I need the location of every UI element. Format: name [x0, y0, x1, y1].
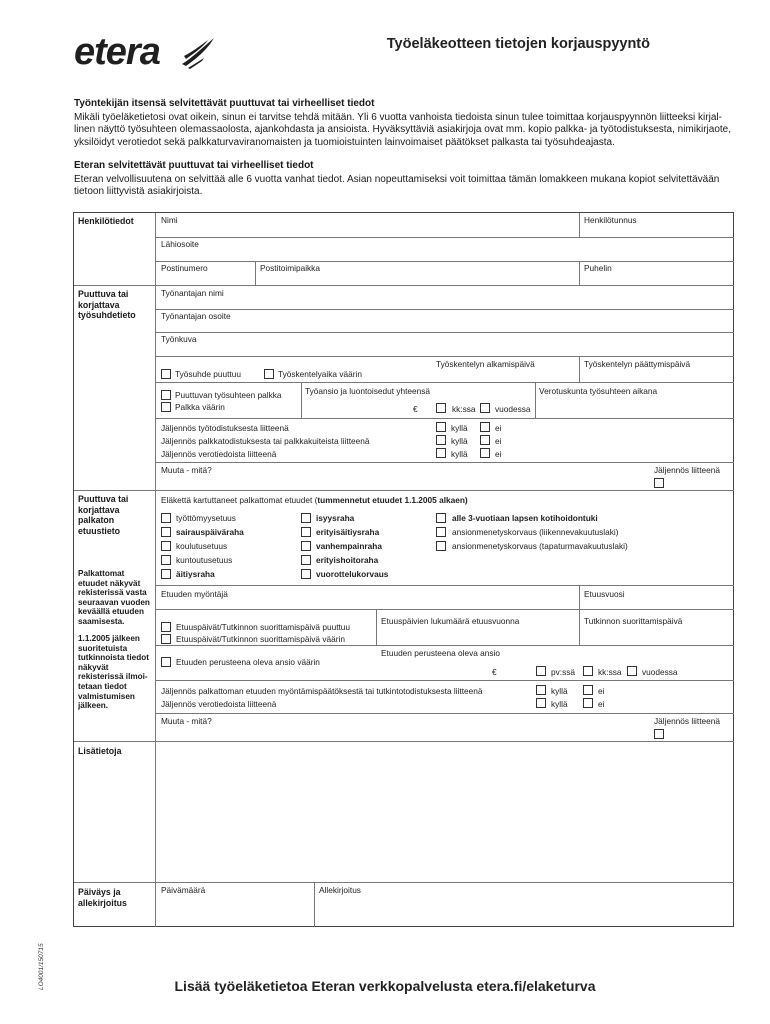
field-end-date[interactable]: Työskentelyn päättymispäivä: [584, 359, 691, 369]
checkbox-benefit-per-year[interactable]: [627, 666, 637, 676]
section-benefits: Puuttuva tai korjattava palkaton etuustieto: [78, 494, 129, 536]
field-job-description[interactable]: Työnkuva: [161, 334, 197, 344]
label-yes: kyllä: [451, 423, 468, 433]
checkbox-missing-salary[interactable]: [161, 390, 171, 400]
checkbox-education[interactable]: [161, 541, 171, 551]
etera-logo: [74, 30, 214, 74]
label-benefit-tax-data: Jäljennös verotiedoista liitteenä: [161, 699, 277, 709]
label-loss-accident: ansionmenetyskorvaus (tapaturmavakuutuslaki): [452, 541, 628, 551]
label-work-certificate: Jäljennös työtodistuksesta liitteenä: [161, 423, 289, 433]
intro-heading-etera: Eteran selvitettävät puuttuvat tai virheelliset tiedot: [74, 160, 314, 171]
label-yes: kyllä: [451, 449, 468, 459]
checkbox-per-month[interactable]: [436, 403, 446, 413]
checkbox-loss-accident[interactable]: [436, 541, 446, 551]
label-yes: kyllä: [551, 699, 568, 709]
label-no: ei: [598, 686, 605, 696]
label-no: ei: [495, 423, 502, 433]
field-phone[interactable]: Puhelin: [584, 263, 612, 273]
label-parental: vanhempainraha: [316, 541, 382, 551]
checkbox-days-missing[interactable]: [161, 622, 171, 632]
label-per-month: kk:ssa: [452, 404, 476, 414]
label-tax-data: Jäljennös verotiedoista liitteenä: [161, 449, 277, 459]
benefits-heading: Eläkettä kartuttaneet palkattomat etuudet (tummennetut etuudet 1.1.2005 alkaen): [161, 495, 468, 505]
section-employment: Puuttuva tai korjattava työsuhdetieto: [78, 289, 136, 320]
field-ssn[interactable]: Henkilötunnus: [584, 215, 637, 225]
label-per-year: vuodessa: [495, 404, 531, 414]
checkbox-att1-no[interactable]: [480, 422, 490, 432]
document-title: Työeläkeotteen tietojen korjauspyyntö: [386, 36, 650, 52]
section-personal: Henkilötiedot: [78, 216, 134, 226]
checkbox-att2-yes[interactable]: [436, 435, 446, 445]
checkbox-special-maternity[interactable]: [301, 527, 311, 537]
checkbox-att5-yes[interactable]: [536, 698, 546, 708]
label-period-wrong: Työskentelyaika väärin: [278, 369, 362, 379]
label-maternity: äitiysraha: [176, 569, 215, 579]
checkbox-att1-yes[interactable]: [436, 422, 446, 432]
checkbox-home-care[interactable]: [436, 513, 446, 523]
intro-text-employee: Mikäli työeläketietosi ovat oikein, sinun ei tarvitse tehdä mitään. Yli 6 vuotta vanhoista tiedoista sinun tulee toimittaa korjauspyynnön liitteeksi kirjal-linen näyttö työsuhteen olemassaolosta, ajankohdasta ja ansioista. Hyväksyttäviä asiakirjoja ovat mm. kopio palkka- ja työtodistuksesta, nimikirjaote, yksilöidyt verotiedot sekä palkkaturvaviranomaisten ja tuomioistuinten lainvoimaiset päätökset palkasta tai työsuhdeajasta.: [74, 111, 731, 148]
form-code: LO4001/150715: [38, 943, 45, 990]
field-name[interactable]: Nimi: [161, 215, 178, 225]
field-address[interactable]: Lähiosoite: [161, 239, 199, 249]
intro-heading-employee: Työntekijän itsensä selvitettävät puuttuvat tai virheelliset tiedot: [74, 98, 375, 109]
checkbox-period-wrong[interactable]: [264, 369, 274, 379]
field-employer-address[interactable]: Työnantajan osoite: [161, 311, 231, 321]
field-city[interactable]: Postitoimipaikka: [260, 263, 320, 273]
label-missing-salary: Puuttuvan työsuhteen palkka: [175, 390, 282, 400]
checkbox-paternity[interactable]: [301, 513, 311, 523]
checkbox-parental[interactable]: [301, 541, 311, 551]
section-signature: Päiväys ja allekirjoitus: [78, 887, 127, 908]
checkbox-days-wrong[interactable]: [161, 634, 171, 644]
field-start-date[interactable]: Työskentelyn alkamispäivä: [436, 359, 535, 369]
checkbox-att5-no[interactable]: [583, 698, 593, 708]
label-no: ei: [495, 436, 502, 446]
label-salary-certificate: Jäljennös palkkatodistuksesta tai palkkakuiteista liitteenä: [161, 436, 370, 446]
checkbox-per-day[interactable]: [536, 666, 546, 676]
checkbox-employment-missing[interactable]: [161, 369, 171, 379]
label-sickness: sairauspäiväraha: [176, 527, 244, 537]
footer-link-text: Lisää työeläketietoa Eteran verkkopalvelusta etera.fi/elaketurva: [174, 978, 596, 994]
field-benefit-payer[interactable]: Etuuden myöntäjä: [161, 589, 228, 599]
label-job-alternation: vuorottelukorvaus: [316, 569, 389, 579]
checkbox-job-alternation[interactable]: [301, 569, 311, 579]
checkbox-special-care[interactable]: [301, 555, 311, 565]
checkbox-copy-attached-benefit[interactable]: [654, 729, 664, 739]
label-no: ei: [495, 449, 502, 459]
intro-text-etera: Eteran velvollisuutena on selvittää alle 6 vuotta vanhat tiedot. Asian nopeuttamiseksi voit toimittaa tämän lomakkeen mukana kopiot selvitettävään tietoon liittyvistä asiakirjoista.: [74, 173, 720, 198]
label-per-year: vuodessa: [642, 667, 678, 677]
logo-text: etera: [74, 31, 160, 73]
field-total-earnings[interactable]: Työansio ja luontoisedut yhteensä: [305, 386, 431, 396]
checkbox-base-income-wrong[interactable]: [161, 657, 171, 667]
checkbox-att2-no[interactable]: [480, 435, 490, 445]
field-other-benefit[interactable]: Muuta - mitä?: [161, 716, 212, 726]
label-per-day: pv:ssä: [551, 667, 575, 677]
checkbox-maternity[interactable]: [161, 569, 171, 579]
note-unpaid-benefits: Palkattomat etuudet näkyvät rekisterissä vasta seuraavan vuoden keväällä etuuden saamisesta.: [78, 569, 150, 626]
correction-form: [73, 212, 734, 927]
checkbox-copy-attached-employment[interactable]: [654, 478, 664, 488]
label-rehabilitation: kuntoutusetuus: [176, 555, 233, 565]
label-salary-wrong: Palkka väärin: [175, 402, 225, 412]
label-decision-copy: Jäljennös palkattoman etuuden myöntämispäätöksestä tai tutkintotodistuksesta liitteenä: [161, 686, 483, 696]
label-copy-attached: Jäljennös liitteenä: [654, 465, 720, 475]
checkbox-sickness[interactable]: [161, 527, 171, 537]
label-unemployment: työttömyysetuus: [176, 513, 236, 523]
label-days-wrong: Etuuspäivät/Tutkinnon suorittamispäivä väärin: [176, 634, 345, 644]
euro-symbol: €: [492, 667, 497, 677]
field-signature[interactable]: Allekirjoitus: [319, 885, 361, 895]
field-employer[interactable]: Työnantajan nimi: [161, 288, 224, 298]
label-paternity: isyysraha: [316, 513, 355, 523]
field-base-income[interactable]: Etuuden perusteena oleva ansio: [381, 648, 501, 658]
label-education: koulutusetuus: [176, 541, 228, 551]
label-base-income-wrong: Etuuden perusteena oleva ansio väärin: [176, 657, 320, 667]
label-days-missing: Etuuspäivät/Tutkinnon suorittamispäivä puuttuu: [176, 622, 351, 632]
checkbox-salary-wrong[interactable]: [161, 402, 171, 412]
label-home-care: alle 3-vuotiaan lapsen kotihoidontuki: [452, 513, 598, 523]
checkbox-benefit-per-month[interactable]: [583, 666, 593, 676]
checkbox-per-year[interactable]: [480, 403, 490, 413]
field-date[interactable]: Päivämäärä: [161, 885, 206, 895]
field-other-employment[interactable]: Muuta - mitä?: [161, 465, 212, 475]
logo-swoosh-icon: [178, 34, 218, 70]
label-special-care: erityishoitoraha: [316, 555, 379, 565]
checkbox-att3-no[interactable]: [480, 448, 490, 458]
label-copy-attached: Jäljennös liitteenä: [654, 716, 720, 726]
field-degree-date[interactable]: Tutkinnon suorittamispäivä: [584, 616, 683, 626]
checkbox-rehabilitation[interactable]: [161, 555, 171, 565]
field-benefit-days[interactable]: Etuuspäivien lukumäärä etuusvuonna: [381, 616, 520, 626]
label-employment-missing: Työsuhde puuttuu: [175, 369, 241, 379]
checkbox-loss-traffic[interactable]: [436, 527, 446, 537]
field-tax-municipality[interactable]: Verotuskunta työsuhteen aikana: [539, 386, 658, 396]
checkbox-att3-yes[interactable]: [436, 448, 446, 458]
label-no: ei: [598, 699, 605, 709]
intro-employee-section: [74, 98, 734, 149]
label-per-month: kk:ssa: [598, 667, 622, 677]
checkbox-att4-yes[interactable]: [536, 685, 546, 695]
intro-etera-section: [74, 160, 734, 199]
label-yes: kyllä: [451, 436, 468, 446]
label-yes: kyllä: [551, 686, 568, 696]
extra-info-area[interactable]: [156, 742, 734, 882]
section-extra-info: Lisätietoja: [78, 746, 122, 756]
field-postcode[interactable]: Postinumero: [161, 263, 208, 273]
checkbox-unemployment[interactable]: [161, 513, 171, 523]
field-benefit-year[interactable]: Etuusvuosi: [584, 589, 625, 599]
euro-symbol: €: [413, 404, 418, 414]
label-loss-traffic: ansionmenetyskorvaus (liikennevakuutuslaki): [452, 527, 619, 537]
label-special-maternity: erityisäitiysraha: [316, 527, 380, 537]
note-degrees: 1.1.2005 jälkeen suoritetuista tutkinnoista tiedot näkyvät rekisterissä ilmoi-tetaan tiedot valmistumisen jälkeen.: [78, 634, 149, 711]
checkbox-att4-no[interactable]: [583, 685, 593, 695]
